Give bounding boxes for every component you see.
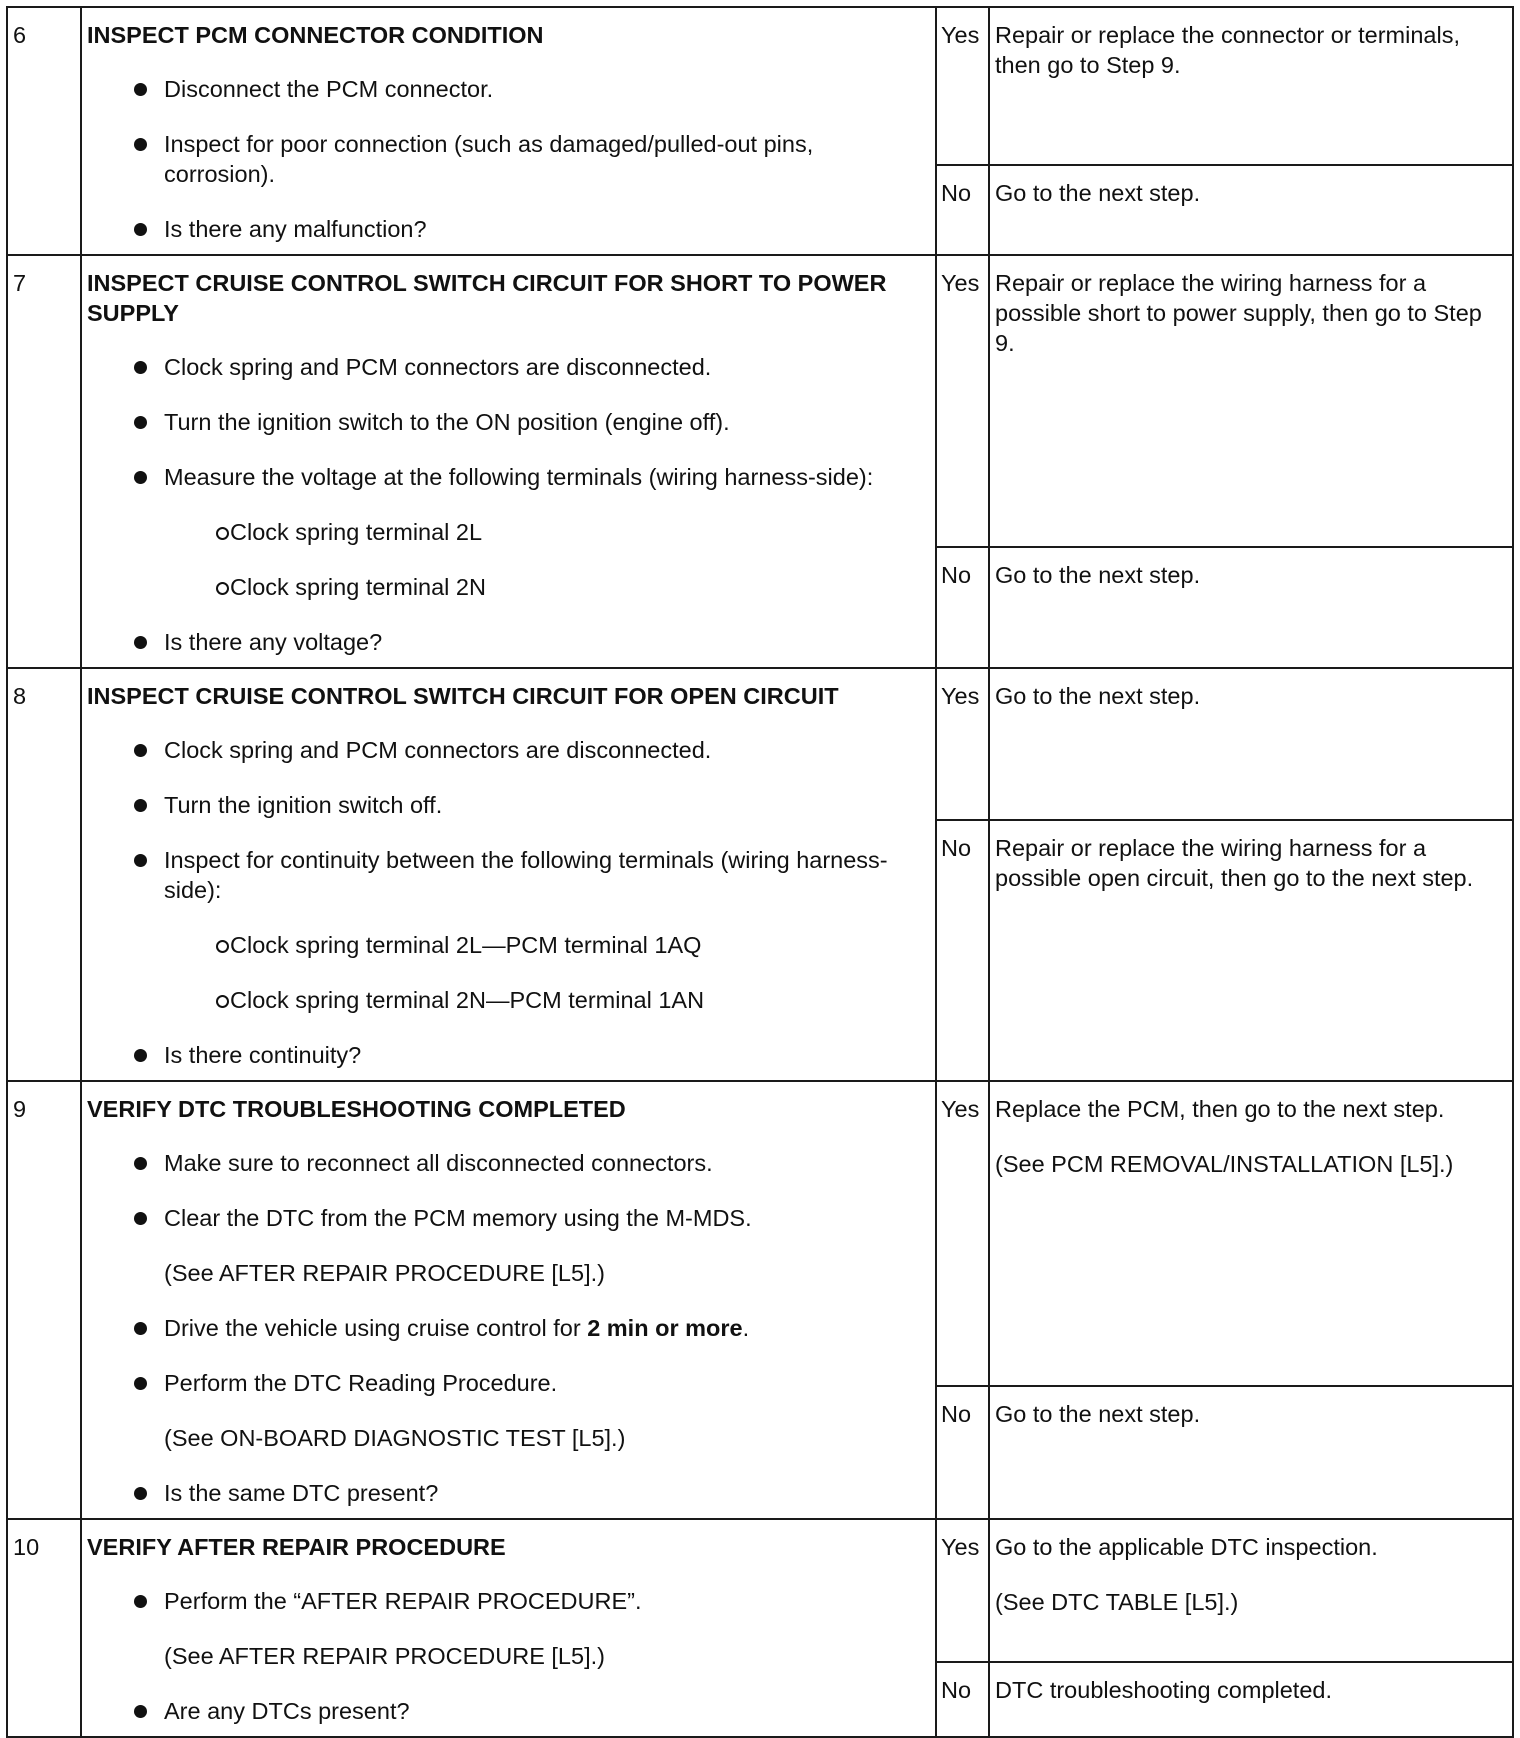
yes-result-text: Repair or replace the wiring harness for a possible short to power supply, then go to Step 9. bbox=[995, 270, 1482, 356]
bullet-item bbox=[87, 1368, 925, 1453]
step-heading: VERIFY DTC TROUBLESHOOTING COMPLETED bbox=[87, 1096, 626, 1122]
yes-label: Yes bbox=[941, 1534, 980, 1560]
yes-label: Yes bbox=[941, 1096, 980, 1122]
yes-result-text: (See DTC TABLE [L5].) bbox=[995, 1589, 1239, 1615]
no-label: No bbox=[941, 835, 972, 862]
bullet-item bbox=[87, 352, 925, 382]
yes-result-text: Repair or replace the connector or terminals, then go to Step 9. bbox=[995, 22, 1460, 78]
bullet-text: Disconnect the PCM connector. bbox=[164, 76, 494, 102]
no-label: No bbox=[941, 1401, 972, 1428]
bullet-item bbox=[87, 214, 925, 244]
no-result-text: DTC troubleshooting completed. bbox=[995, 1677, 1333, 1704]
step-number-cell bbox=[7, 1081, 81, 1519]
step-number: 8 bbox=[13, 683, 27, 709]
step-number: 10 bbox=[13, 1534, 40, 1560]
terminal-item bbox=[87, 517, 925, 547]
step-number: 6 bbox=[13, 22, 27, 48]
bullet-item bbox=[87, 1478, 925, 1508]
bullet-text: Drive the vehicle using cruise control for bbox=[164, 1315, 588, 1341]
yes-label-cell bbox=[936, 1081, 989, 1386]
bullet-item bbox=[87, 74, 925, 104]
bullet-text: Inspect for continuity between the following terminals (wiring harness-side): bbox=[164, 847, 888, 903]
step-heading: INSPECT PCM CONNECTOR CONDITION bbox=[87, 22, 544, 48]
step-number: 9 bbox=[13, 1096, 27, 1122]
bullet-text: Inspect for poor connection (such as damaged/pulled-out pins, corrosion). bbox=[164, 131, 814, 187]
step-action-cell bbox=[81, 255, 936, 668]
step-heading: INSPECT CRUISE CONTROL SWITCH CIRCUIT FOR OPEN CIRCUIT bbox=[87, 683, 839, 709]
bullet-item bbox=[87, 407, 925, 437]
no-result-text: Repair or replace the wiring harness for a possible open circuit, then go to the next step. bbox=[995, 835, 1474, 892]
step-action-cell bbox=[81, 7, 936, 255]
terminal-text: Clock spring terminal 2L—PCM terminal 1AQ bbox=[230, 932, 702, 958]
step-action-cell bbox=[81, 1081, 936, 1519]
step-number: 7 bbox=[13, 270, 27, 296]
bullet-item bbox=[87, 627, 925, 657]
bullet-item bbox=[87, 1586, 925, 1671]
no-label-cell bbox=[936, 1662, 989, 1737]
bullet-text: Is the same DTC present? bbox=[164, 1480, 439, 1506]
yes-result-cell bbox=[989, 1081, 1513, 1386]
step-row-8 bbox=[7, 668, 1513, 820]
yes-label: Yes bbox=[941, 22, 980, 48]
yes-label-cell bbox=[936, 668, 989, 820]
step-row-10 bbox=[7, 1519, 1513, 1662]
no-label-cell bbox=[936, 547, 989, 668]
bullet-text: Perform the “AFTER REPAIR PROCEDURE”. bbox=[164, 1588, 642, 1614]
no-result-text: Go to the next step. bbox=[995, 1401, 1201, 1428]
bullet-item bbox=[87, 462, 925, 602]
no-label-cell bbox=[936, 165, 989, 255]
terminal-list bbox=[164, 517, 925, 602]
yes-result-text: (See PCM REMOVAL/INSTALLATION [L5].) bbox=[995, 1151, 1454, 1177]
no-result-cell bbox=[989, 165, 1513, 255]
yes-result-text: Go to the applicable DTC inspection. bbox=[995, 1534, 1378, 1560]
no-result-cell bbox=[989, 1386, 1513, 1519]
bullet-item bbox=[87, 1148, 925, 1178]
bullet-item bbox=[87, 790, 925, 820]
yes-label: Yes bbox=[941, 683, 980, 709]
bullet-tail: . bbox=[742, 1315, 750, 1341]
bullet-text: Clear the DTC from the PCM memory using the M-MDS. bbox=[164, 1205, 752, 1231]
terminal-text: Clock spring terminal 2N bbox=[230, 574, 486, 600]
step-heading: INSPECT CRUISE CONTROL SWITCH CIRCUIT FOR SHORT TO POWER SUPPLY bbox=[87, 270, 887, 326]
no-label: No bbox=[941, 179, 972, 206]
step-bullet-list bbox=[87, 74, 925, 244]
terminal-item bbox=[87, 930, 925, 960]
terminal-text: Clock spring terminal 2L bbox=[230, 519, 483, 545]
troubleshooting-sheet bbox=[6, 6, 1514, 1724]
bullet-text: Is there continuity? bbox=[164, 1042, 362, 1068]
yes-result-text: Go to the next step. bbox=[995, 683, 1201, 709]
step-row-9 bbox=[7, 1081, 1513, 1386]
bullet-emphasis: 2 min or more bbox=[587, 1315, 743, 1341]
bullet-text: Turn the ignition switch off. bbox=[164, 792, 443, 818]
bullet-text: Measure the voltage at the following terminals (wiring harness-side): bbox=[164, 464, 874, 490]
bullet-text: Make sure to reconnect all disconnected connectors. bbox=[164, 1150, 713, 1176]
bullet-text: Are any DTCs present? bbox=[164, 1698, 410, 1724]
step-bullet-list bbox=[87, 1148, 925, 1508]
no-result-cell bbox=[989, 547, 1513, 668]
bullet-item bbox=[87, 735, 925, 765]
step-bullet-list bbox=[87, 735, 925, 1070]
step-number-cell bbox=[7, 255, 81, 668]
yes-result-cell bbox=[989, 7, 1513, 165]
reference-note: (See AFTER REPAIR PROCEDURE [L5].) bbox=[164, 1260, 605, 1286]
step-number-cell bbox=[7, 1519, 81, 1737]
step-action-cell bbox=[81, 1519, 936, 1737]
step-number-cell bbox=[7, 7, 81, 255]
no-label: No bbox=[941, 1677, 972, 1704]
step-row-6 bbox=[7, 7, 1513, 165]
bullet-item bbox=[87, 129, 925, 189]
terminal-list bbox=[164, 930, 925, 1015]
no-label-cell bbox=[936, 1386, 989, 1519]
bullet-text: Turn the ignition switch to the ON position (engine off). bbox=[164, 409, 730, 435]
bullet-text: Perform the DTC Reading Procedure. bbox=[164, 1370, 558, 1396]
terminal-text: Clock spring terminal 2N—PCM terminal 1AN bbox=[230, 987, 705, 1013]
diagnostic-table bbox=[6, 6, 1514, 1738]
no-label-cell bbox=[936, 820, 989, 1081]
bullet-item bbox=[87, 1040, 925, 1070]
reference-note: (See ON-BOARD DIAGNOSTIC TEST [L5].) bbox=[164, 1425, 626, 1451]
terminal-item bbox=[87, 572, 925, 602]
yes-label: Yes bbox=[941, 270, 980, 296]
bullet-item bbox=[87, 1313, 925, 1343]
no-result-text: Go to the next step. bbox=[995, 179, 1201, 206]
step-action-cell bbox=[81, 668, 936, 1081]
yes-label-cell bbox=[936, 255, 989, 547]
bullet-text: Is there any voltage? bbox=[164, 629, 383, 655]
bullet-text: Clock spring and PCM connectors are disconnected. bbox=[164, 354, 712, 380]
step-bullet-list bbox=[87, 352, 925, 657]
no-label: No bbox=[941, 562, 972, 589]
reference-note: (See AFTER REPAIR PROCEDURE [L5].) bbox=[164, 1643, 605, 1669]
bullet-item bbox=[87, 1696, 925, 1726]
yes-label-cell bbox=[936, 7, 989, 165]
no-result-text: Go to the next step. bbox=[995, 562, 1201, 589]
diagnostic-table-body bbox=[7, 7, 1513, 1737]
yes-result-cell bbox=[989, 668, 1513, 820]
step-row-7 bbox=[7, 255, 1513, 547]
step-bullet-list bbox=[87, 1586, 925, 1726]
no-result-cell bbox=[989, 1662, 1513, 1737]
yes-result-cell bbox=[989, 1519, 1513, 1662]
yes-label-cell bbox=[936, 1519, 989, 1662]
terminal-item bbox=[87, 985, 925, 1015]
bullet-item bbox=[87, 1203, 925, 1288]
no-result-cell bbox=[989, 820, 1513, 1081]
yes-result-cell bbox=[989, 255, 1513, 547]
step-heading: VERIFY AFTER REPAIR PROCEDURE bbox=[87, 1534, 506, 1560]
bullet-text: Clock spring and PCM connectors are disconnected. bbox=[164, 737, 712, 763]
bullet-text: Is there any malfunction? bbox=[164, 216, 427, 242]
step-number-cell bbox=[7, 668, 81, 1081]
bullet-item bbox=[87, 845, 925, 1015]
yes-result-text: Replace the PCM, then go to the next step. bbox=[995, 1096, 1445, 1122]
